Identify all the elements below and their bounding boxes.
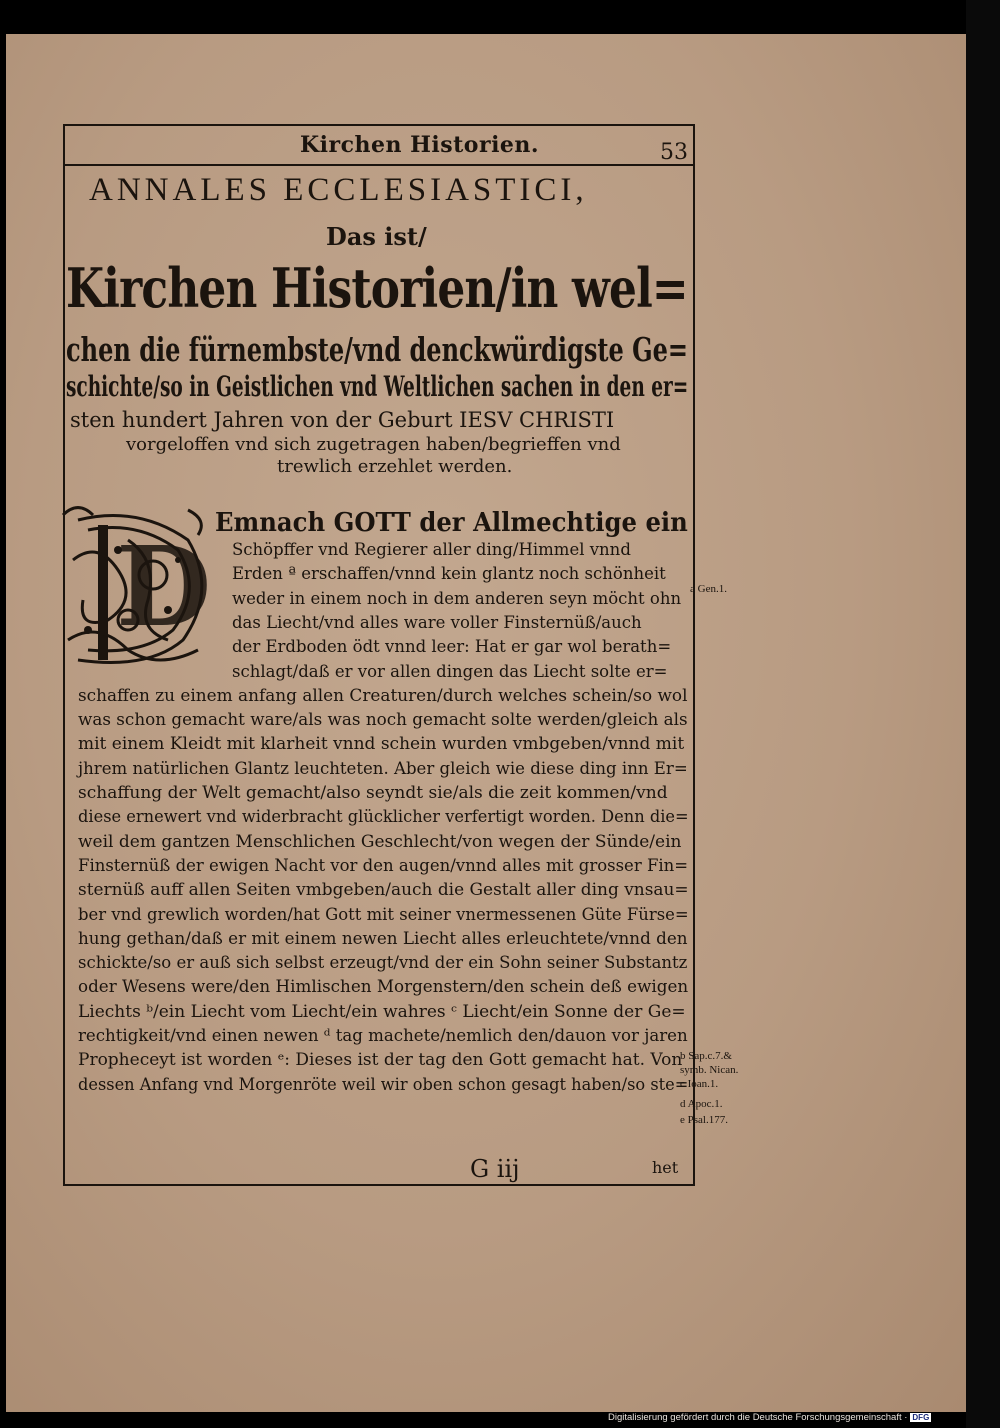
running-head: Kirchen Historien. <box>300 132 540 158</box>
body-line: Propheceyt ist worden ᵉ: Dieses ist der tag den Gott gemacht hat. Von <box>78 1050 683 1071</box>
body-line: dessen Anfang vnd Morgenröte weil wir oben schon gesagt haben/so ste= <box>78 1074 689 1095</box>
body-line: Erden ª erschaffen/vnnd kein glantz noch schönheit <box>232 564 666 584</box>
body-line: rechtigkeit/vnd einen newen ᵈ tag machete/nemlich den/dauon vor jaren <box>78 1026 688 1046</box>
catchword: het <box>652 1158 679 1177</box>
body-line: schickte/so er auß sich selbst erzeugt/vnd der ein Sohn seiner Substantz <box>78 953 688 974</box>
title-line-3: schichte/so in Geistlichen vnd Weltlichen sachen in den er= <box>66 370 689 403</box>
body-line: schaffung der Welt gemacht/also seyndt sie/als die zeit kommen/vnd <box>78 783 668 803</box>
body-line: Finsternüß der ewigen Nacht vor den augen/vnnd alles mit grosser Fin= <box>78 855 689 876</box>
margin-note-e: e Psal.177. <box>680 1114 728 1126</box>
body-line: das Liecht/vnd alles ware voller Finsternüß/auch <box>232 612 642 632</box>
head-rule <box>65 164 693 166</box>
body-line: Schöpffer vnd Regierer aller ding/Himmel vnnd <box>232 540 631 559</box>
margin-note-d: d Apoc.1. <box>680 1098 723 1110</box>
body-line: weder in einem noch in dem anderen seyn möcht ohn <box>232 588 682 608</box>
body-line: oder Wesens were/den Himlischen Morgenstern/den schein deß ewigen <box>78 977 689 998</box>
body-line: hung gethan/daß er mit einem newen Liecht alles erleuchtete/vnnd den <box>78 928 688 949</box>
decorated-initial <box>58 500 218 675</box>
title-line-4: sten hundert Jahren von der Geburt IESV CHRISTI <box>70 408 615 432</box>
margin-note-b2: symb. Nican. <box>680 1064 739 1076</box>
body-line: diese ernewert vnd widerbracht glücklicher verfertigt worden. Denn die= <box>78 807 689 828</box>
body-line: schlagt/daß er vor allen dingen das Liecht solte er= <box>232 661 668 681</box>
title-line-2: chen die fürnembste/vnd denckwürdigste Ge= <box>66 330 689 369</box>
footer-credit <box>608 1412 931 1423</box>
footer-text: Digitalisierung gefördert durch die Deutsche Forschungsgemeinschaft · <box>608 1412 908 1423</box>
title-line-1: Kirchen Historien/in wel= <box>66 256 688 320</box>
body-line: mit einem Kleidt mit klarheit vnnd schein wurden vmbgeben/vnnd mit <box>78 734 685 755</box>
body-first-line: Emnach GOTT der Allmechtige ein <box>215 508 688 538</box>
page-number: 53 <box>660 140 688 165</box>
signature-mark: G iij <box>470 1155 520 1183</box>
dfg-logo: DFG <box>912 1412 930 1422</box>
body-line: schaffen zu einem anfang allen Creaturen/durch welches schein/so wol <box>78 685 688 706</box>
body-line: Liechts ᵇ/ein Liecht vom Liecht/ein wahres ᶜ Liecht/ein Sonne der Ge= <box>78 1001 686 1022</box>
title-latin: ANNALES ECCLESIASTICI, <box>89 172 588 208</box>
margin-note-a: a Gen.1. <box>690 583 727 595</box>
svg-text:D: D <box>116 522 212 651</box>
title-line-6: trewlich erzehlet werden. <box>277 456 513 477</box>
body-line: weil dem gantzen Menschlichen Geschlecht/von wegen der Sünde/ein <box>78 831 682 852</box>
body-line: was schon gemacht ware/als was noch gemacht solte werden/gleich als <box>78 710 688 731</box>
margin-note-c: c Ioan.1. <box>680 1078 719 1090</box>
body-line: jhrem natürlichen Glantz leuchteten. Aber gleich wie diese ding inn Er= <box>78 758 688 779</box>
margin-note-b: b Sap.c.7.& <box>680 1050 732 1062</box>
scan-border <box>966 0 1000 1428</box>
body-line: der Erdboden ödt vnnd leer: Hat er gar wol berath= <box>232 637 672 657</box>
body-line: ber vnd grewlich worden/hat Gott mit seiner vnermessenen Güte Fürse= <box>78 904 689 925</box>
title-das-ist: Das ist/ <box>326 222 427 251</box>
title-line-5: vorgeloffen vnd sich zugetragen haben/begrieffen vnd <box>126 434 621 455</box>
body-line: sternüß auff allen Seiten vmbgeben/auch die Gestalt aller ding vnsau= <box>78 880 689 901</box>
